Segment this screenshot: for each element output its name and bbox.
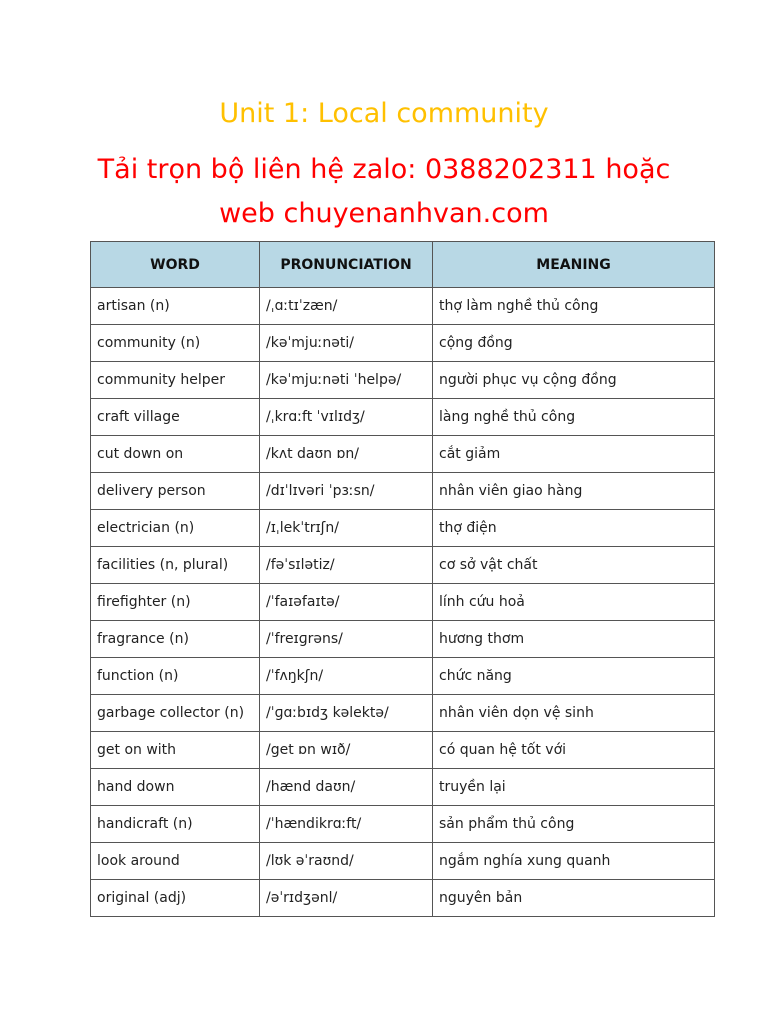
meaning-cell: thợ làm nghề thủ công bbox=[433, 288, 715, 325]
meaning-cell: truyền lại bbox=[433, 769, 715, 806]
table-row bbox=[91, 806, 715, 843]
table-row bbox=[91, 843, 715, 880]
pronunciation-cell: /lʊk əˈraʊnd/ bbox=[260, 843, 433, 880]
meaning-cell: chức năng bbox=[433, 658, 715, 695]
meaning-cell: sản phẩm thủ công bbox=[433, 806, 715, 843]
pronunciation-cell: /ˈfaɪəfaɪtə/ bbox=[260, 584, 433, 621]
table-row bbox=[91, 325, 715, 362]
table-row bbox=[91, 880, 715, 917]
word-cell: firefighter (n) bbox=[91, 584, 260, 621]
meaning-cell: thợ điện bbox=[433, 510, 715, 547]
table-row bbox=[91, 584, 715, 621]
vocabulary-table bbox=[90, 241, 715, 917]
word-cell: community helper bbox=[91, 362, 260, 399]
meaning-cell: cắt giảm bbox=[433, 436, 715, 473]
meaning-cell: ngắm nghía xung quanh bbox=[433, 843, 715, 880]
pronunciation-cell: /ˌkrɑːft ˈvɪlɪdʒ/ bbox=[260, 399, 433, 436]
header-meaning: MEANING bbox=[433, 242, 715, 288]
meaning-cell: có quan hệ tốt với bbox=[433, 732, 715, 769]
subtitle-line-2: web chuyenanhvan.com bbox=[219, 198, 549, 229]
meaning-cell: làng nghề thủ công bbox=[433, 399, 715, 436]
pronunciation-cell: /əˈrɪdʒənl/ bbox=[260, 880, 433, 917]
header-pronunciation: PRONUNCIATION bbox=[260, 242, 433, 288]
pronunciation-cell: /fəˈsɪlətiz/ bbox=[260, 547, 433, 584]
word-cell: delivery person bbox=[91, 473, 260, 510]
pronunciation-cell: /ˈhændikrɑːft/ bbox=[260, 806, 433, 843]
word-cell: look around bbox=[91, 843, 260, 880]
pronunciation-cell: /ˌɑːtɪˈzæn/ bbox=[260, 288, 433, 325]
table-row bbox=[91, 288, 715, 325]
word-cell: craft village bbox=[91, 399, 260, 436]
word-cell: cut down on bbox=[91, 436, 260, 473]
pronunciation-cell: /ˈfʌŋkʃn/ bbox=[260, 658, 433, 695]
table-row bbox=[91, 362, 715, 399]
word-cell: fragrance (n) bbox=[91, 621, 260, 658]
word-cell: handicraft (n) bbox=[91, 806, 260, 843]
table-row bbox=[91, 769, 715, 806]
pronunciation-cell: /kʌt daʊn ɒn/ bbox=[260, 436, 433, 473]
word-cell: get on with bbox=[91, 732, 260, 769]
table-header-row bbox=[91, 242, 715, 288]
word-cell: community (n) bbox=[91, 325, 260, 362]
meaning-cell: nhân viên giao hàng bbox=[433, 473, 715, 510]
table-row bbox=[91, 510, 715, 547]
table-row bbox=[91, 732, 715, 769]
word-cell: artisan (n) bbox=[91, 288, 260, 325]
page-title: Unit 1: Local community bbox=[219, 98, 549, 129]
table-row bbox=[91, 473, 715, 510]
meaning-cell: người phục vụ cộng đồng bbox=[433, 362, 715, 399]
pronunciation-cell: /kəˈmjuːnəti ˈhelpə/ bbox=[260, 362, 433, 399]
meaning-cell: lính cứu hoả bbox=[433, 584, 715, 621]
header-word: WORD bbox=[91, 242, 260, 288]
pronunciation-cell: /ˈɡɑːbɪdʒ kəlektə/ bbox=[260, 695, 433, 732]
word-cell: original (adj) bbox=[91, 880, 260, 917]
table-row bbox=[91, 399, 715, 436]
pronunciation-cell: /get ɒn wɪð/ bbox=[260, 732, 433, 769]
word-cell: function (n) bbox=[91, 658, 260, 695]
word-cell: facilities (n, plural) bbox=[91, 547, 260, 584]
meaning-cell: cơ sở vật chất bbox=[433, 547, 715, 584]
subtitle-line-1: Tải trọn bộ liên hệ zalo: 0388202311 hoặc bbox=[97, 154, 671, 185]
pronunciation-cell: /ɪˌlekˈtrɪʃn/ bbox=[260, 510, 433, 547]
table-row bbox=[91, 436, 715, 473]
pronunciation-cell: /hænd daʊn/ bbox=[260, 769, 433, 806]
pronunciation-cell: /dɪˈlɪvəri ˈpɜːsn/ bbox=[260, 473, 433, 510]
word-cell: garbage collector (n) bbox=[91, 695, 260, 732]
meaning-cell: hương thơm bbox=[433, 621, 715, 658]
pronunciation-cell: /kəˈmjuːnəti/ bbox=[260, 325, 433, 362]
pronunciation-cell: /ˈfreɪɡrəns/ bbox=[260, 621, 433, 658]
meaning-cell: cộng đồng bbox=[433, 325, 715, 362]
page-subtitle bbox=[0, 148, 768, 236]
word-cell: hand down bbox=[91, 769, 260, 806]
table-row bbox=[91, 658, 715, 695]
word-cell: electrician (n) bbox=[91, 510, 260, 547]
table-row bbox=[91, 695, 715, 732]
table-row bbox=[91, 621, 715, 658]
meaning-cell: nguyên bản bbox=[433, 880, 715, 917]
meaning-cell: nhân viên dọn vệ sinh bbox=[433, 695, 715, 732]
table-row bbox=[91, 547, 715, 584]
